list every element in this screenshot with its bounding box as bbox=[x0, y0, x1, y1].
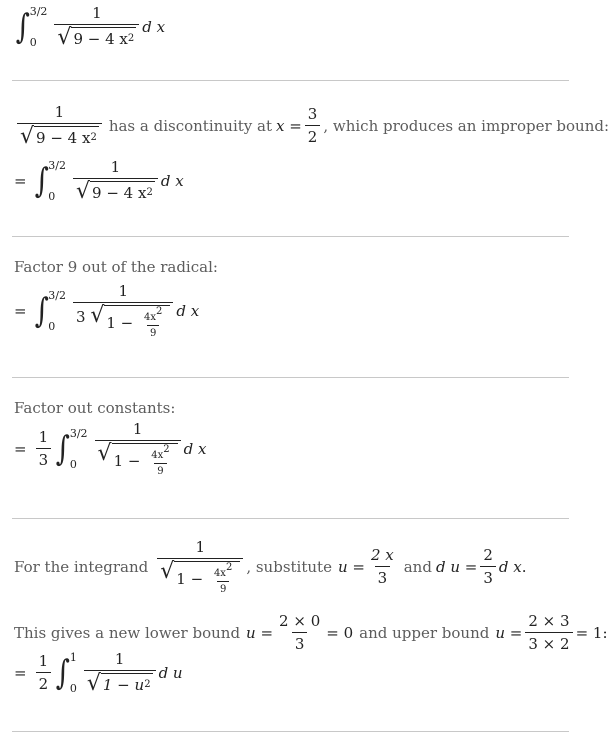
upper-limit: 3/2 bbox=[29, 4, 48, 18]
discontinuity-statement: 1 √ 9 − 4 x 2 has a discontinuity at x = $\frac{3}{2}$ , which produces an improper bound: bbox=[14, 103, 609, 148]
step-divider bbox=[12, 731, 569, 732]
constant-factored-integral: = $\frac{1}{3}$ ∫ 3/2 0 1 √ 1 − $\frac{4x^2}{9}$ d x bbox=[14, 420, 207, 477]
step-divider bbox=[12, 236, 569, 237]
bounds-statement: This gives a new lower bound u = $\frac{2 \times 0}{3}$ = 0 and upper bound u = $\frac{2 \times 3}{3 \times 2}$ = 1: bbox=[14, 612, 608, 653]
integrand-fraction: 1 √ 9 − 4 x 2 bbox=[54, 4, 139, 49]
factored-integral: = ∫ 3/2 0 1 3 √ 1 − $\frac{4x^2}{9}$ d x bbox=[14, 282, 200, 339]
improper-integral: = ∫ 3/2 0 1 √ 9 − 4 x 2 d x bbox=[14, 158, 184, 204]
integral-sign: ∫ bbox=[34, 160, 49, 201]
lower-limit: 0 bbox=[29, 35, 37, 49]
substituted-integral: = $\frac{1}{2}$ ∫ 1 0 1 √ 1 − u 2 d u bbox=[14, 650, 183, 696]
integral-sign: ∫ bbox=[34, 290, 49, 331]
step-divider bbox=[12, 518, 569, 519]
substitution-statement: For the integrand 1 √ 1 − $\frac{4x^2}{9}$ , substitute u = $\frac{2 x}{3}$ and d u = $\frac{2}{3}$ d x . bbox=[14, 538, 527, 595]
step-divider bbox=[12, 377, 569, 378]
original-integral bbox=[14, 4, 165, 49]
integral-sign: ∫ bbox=[55, 652, 71, 693]
step-text: Factor 9 out of the radical: bbox=[14, 258, 218, 276]
step-divider bbox=[12, 80, 569, 81]
integral-sign: ∫ bbox=[55, 428, 71, 469]
step-text: Factor out constants: bbox=[14, 399, 176, 417]
integral-sign: ∫ bbox=[15, 6, 30, 47]
differential: d x bbox=[142, 17, 166, 36]
